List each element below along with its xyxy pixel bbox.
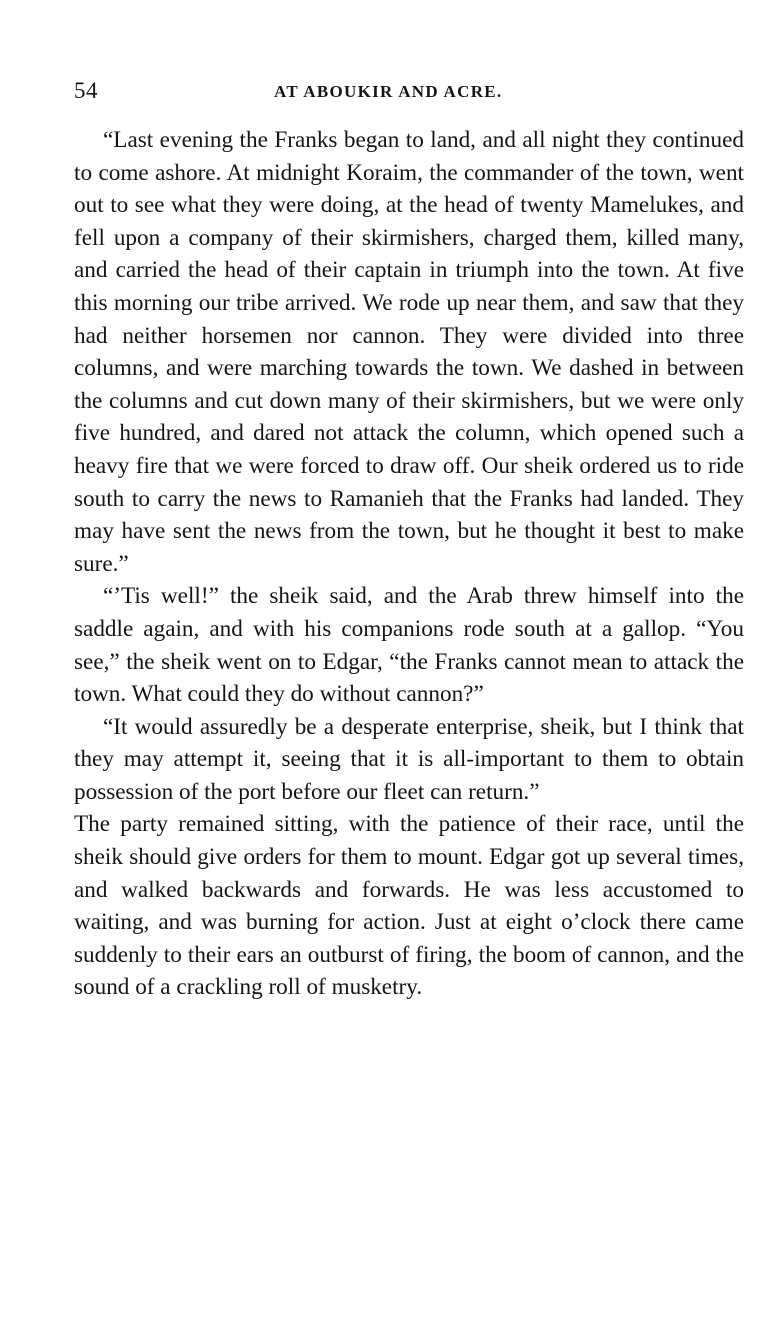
paragraph-franks-landing: “Last evening the Franks began to land, and all night they continued to come ashore. At midnight Koraim, the commander of the town, went out to see what they were doing, at the head of twenty Mamelukes, and fell upon a company of their skirmishers, charged them, killed many, and carried the head of their captain in triumph into the town. At five this morning our tribe arrived. We rode up near them, and saw that they had neither horsemen nor cannon. They were divided into three columns, and were marching towards the town. We dashed in between the columns and cut down many of their skirmishers, but we were only five hundred, and dared not attack the column, which opened such a heavy fire that we were forced to draw off. Our sheik ordered us to ride south to carry the news to Ramanieh that the Franks had landed. They may have sent the news from the town, but he thought it best to make sure.” [74,127,744,577]
paragraph-edgar-reply: “It would assuredly be a desperate enterprise, sheik, but I think that they may attempt it, seeing that it is all-important to them to obtain possession of the port before our fleet can return.” [74,713,744,805]
paragraph-party-waiting: The party remained sitting, with the patience of their race, until the sheik should give orders for them to mount. Edgar got up several times, and walked backwards and forwards. He was less accustomed to waiting, and was burning for action. Just at eight o’clock there came suddenly to their ears an outburst of firing, the boom of cannon, and the sound of a crackling roll of musketry. [74,811,744,1001]
running-head [74,78,744,108]
paragraph-sheik-reply: “’Tis well!” the sheik said, and the Arab threw himself into the saddle again, and with his companions rode south at a gallop. “You see,” the sheik went on to Edgar, “the Franks cannot mean to attack the town. What could they do without cannon?” [74,583,744,708]
page-number: 54 [74,78,98,103]
body-text [74,124,744,1004]
running-title: AT ABOUKIR AND ACRE. [274,82,503,101]
